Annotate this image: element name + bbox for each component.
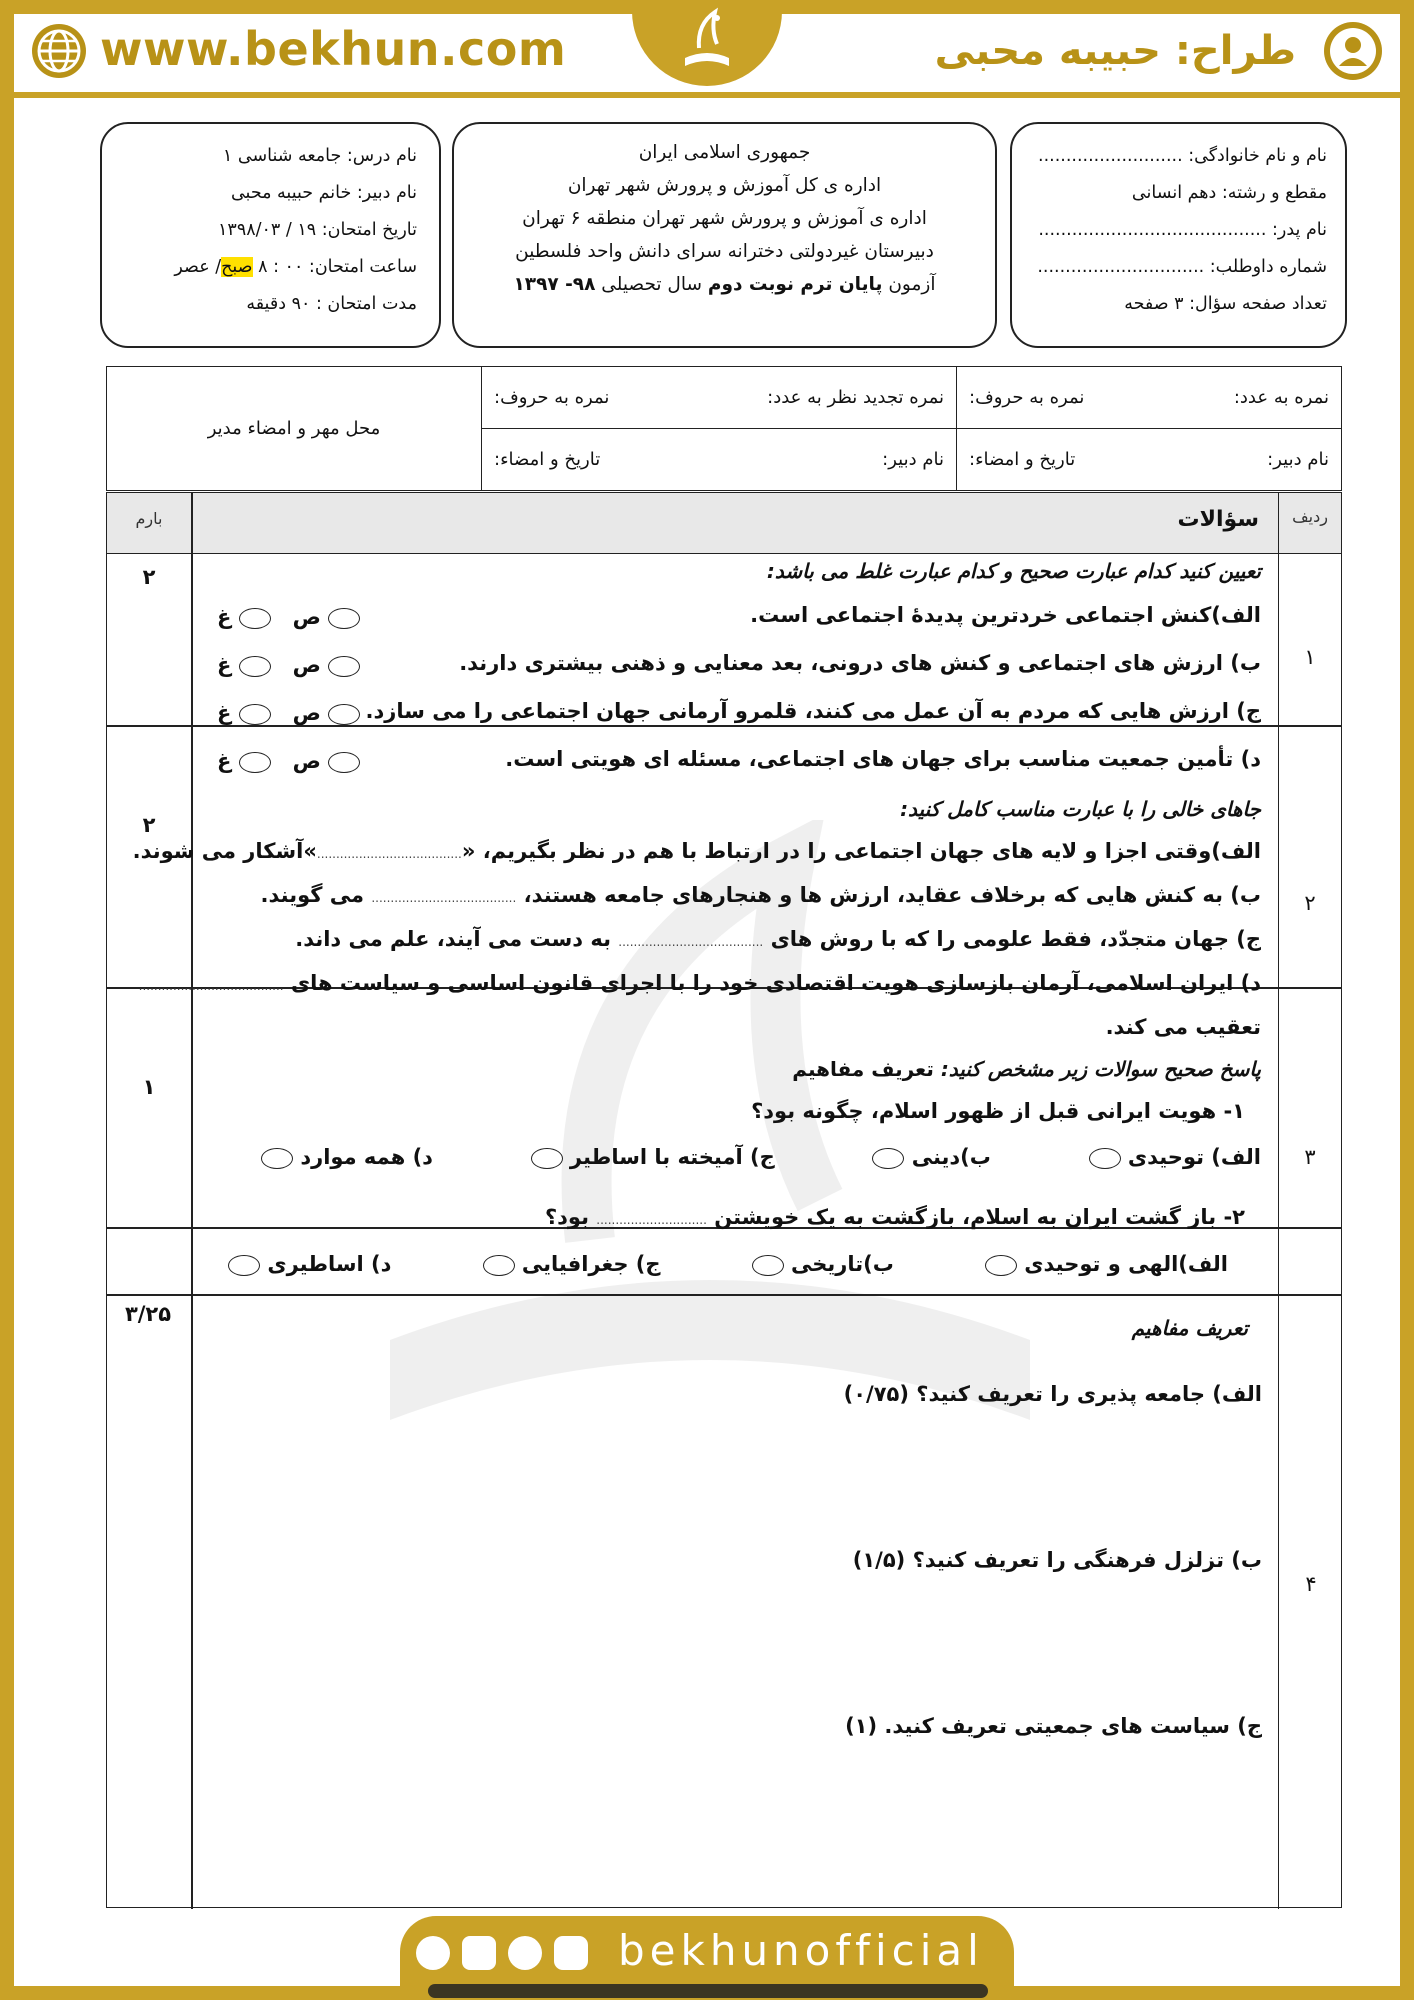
q2-item-a: الف)وقتی اجزا و لایه های جهان اجتماعی را در ارتباط با هم در نظر بگیریم، «......................................»آشکار می شوند. <box>132 839 1261 863</box>
student-info-box <box>1010 122 1347 348</box>
user-icon <box>1322 20 1384 82</box>
q1-true-false-d: ص غ <box>217 749 360 773</box>
aparat-icon[interactable] <box>416 1936 450 1970</box>
q2-item-d-tail: تعقیب می کند. <box>1105 1015 1261 1039</box>
questions-table <box>106 492 1342 1908</box>
q1-true-false-a: ص غ <box>217 605 360 629</box>
teacher-sign-cell[interactable]: نام دبیر: تاریخ و امضاء: <box>957 429 1342 491</box>
blank[interactable]: ...................................... <box>618 935 764 949</box>
student-name-field[interactable]: نام و نام خانوادگی: .......................... <box>1038 146 1327 166</box>
q1-title: تعیین کنید کدام عبارت صحیح و کدام عبارت غلط می باشد: <box>766 559 1261 583</box>
exam-title: آزمون پایان ترم نوبت دوم سال تحصیلی ۹۸- ۱۳۹۷ <box>513 274 936 295</box>
score-cell[interactable]: نمره به عدد: نمره به حروف: <box>957 367 1342 429</box>
q1-true-false-b: ص غ <box>217 653 360 677</box>
table-header <box>107 493 1341 554</box>
district-line: اداره ی آموزش و پرورش شهر تهران منطقه ۶ تهران <box>522 208 927 229</box>
exam-time: ساعت امتحان: ۰۰ : ۸ صبح/ عصر <box>174 257 417 277</box>
question-score: ۳/۲۵ <box>124 1302 172 1326</box>
false-radio[interactable] <box>239 656 271 677</box>
q4-item-c: ج) سیاست های جمعیتی تعریف کنید. (۱) <box>845 1714 1262 1738</box>
q2-item-d: د) ایران اسلامی، آرمان بازسازی هویت اقتصادی خود را با اجرای قانون اساسی و سیاست های ...................................... <box>138 971 1261 995</box>
question-score: ۲ <box>142 813 156 837</box>
question-number: ۲ <box>1304 891 1316 915</box>
grade-field: مقطع و رشته: دهم انسانی <box>1131 183 1327 203</box>
grades-table <box>106 366 1342 491</box>
true-radio[interactable] <box>328 704 360 725</box>
q2-item-c: ج) جهان متجدّد، فقط علومی را که با روش های ...................................... به دست می آیند، علم می داند. <box>295 927 1261 951</box>
row-header: ردیف <box>1292 507 1328 526</box>
blank[interactable]: ...................................... <box>138 979 284 993</box>
q1-item-c: ج) ارزش هایی که مردم به آن عمل می کنند، قلمرو آرمانی جهان اجتماعی را می سازد. <box>365 699 1261 723</box>
option[interactable]: الف) توحیدی <box>1089 1145 1261 1169</box>
country-line: جمهوری اسلامی ایران <box>638 142 811 163</box>
question-number: ۳ <box>1304 1145 1316 1169</box>
option[interactable]: د) همه موارد <box>261 1145 433 1169</box>
site-url[interactable]: www.bekhun.com <box>100 22 567 76</box>
teacher-name: نام دبیر: خانم حبیبه محبی <box>230 183 417 203</box>
option[interactable]: د) اساطیری <box>228 1252 391 1276</box>
q1-item-b: ب) ارزش های اجتماعی و کنش های درونی، بعد معنایی و ذهنی بیشتری دارند. <box>459 651 1261 675</box>
q3-sub2-options <box>228 1252 1228 1276</box>
social-handle[interactable]: bekhunofficial <box>618 1926 984 1975</box>
footer-shadow <box>428 1984 988 1998</box>
true-radio[interactable] <box>328 752 360 773</box>
blank[interactable]: ...................................... <box>316 847 462 861</box>
q1-item-d: د) تأمین جمعیت مناسب برای جهان های اجتماعی، مسئله ای هویتی است. <box>505 747 1261 771</box>
youtube-icon[interactable] <box>462 1936 496 1970</box>
review-teacher-sign-cell[interactable]: نام دبیر: تاریخ و امضاء: <box>482 429 957 491</box>
blank[interactable]: ............................. <box>596 1213 707 1227</box>
q2-title: جاهای خالی را با عبارت مناسب کامل کنید: <box>900 797 1261 821</box>
false-radio[interactable] <box>239 752 271 773</box>
false-radio[interactable] <box>239 704 271 725</box>
instagram-icon[interactable] <box>554 1936 588 1970</box>
question-score: ۲ <box>142 565 156 589</box>
principal-stamp-cell[interactable]: محل مهر و امضاء مدیر <box>107 367 482 491</box>
question-number: ۱ <box>1304 645 1316 669</box>
q3-sub2: ۲- باز گشت ایران به اسلام، بازگشت به یک خویشتن ............................. بود؟ <box>544 1205 1245 1229</box>
globe-icon <box>30 22 88 80</box>
course-info-box <box>100 122 441 348</box>
true-radio[interactable] <box>328 656 360 677</box>
book-logo-icon <box>677 4 737 80</box>
row-divider <box>106 1294 1342 1296</box>
option[interactable]: ب)دینی <box>872 1145 991 1169</box>
candidate-number-field[interactable]: شماره داوطلب: .............................. <box>1037 257 1327 277</box>
option[interactable]: ج) جغرافیایی <box>483 1252 661 1276</box>
option[interactable]: الف)الهی و توحیدی <box>985 1252 1228 1276</box>
designer-name: طراح: حبیبه محبی <box>934 28 1296 74</box>
course-name: نام درس: جامعه شناسی ۱ <box>222 146 417 166</box>
divider <box>1278 493 1280 1909</box>
question-number: ۴ <box>1305 1572 1317 1596</box>
q4-item-a: الف) جامعه پذیری را تعریف کنید؟ (۰/۷۵) <box>843 1382 1262 1406</box>
q4-title: تعریف مفاهیم <box>1131 1316 1248 1340</box>
question-score: ۱ <box>142 1075 156 1099</box>
q4-item-b: ب) تزلزل فرهنگی را تعریف کنید؟ (۱/۵) <box>852 1548 1262 1572</box>
footer-social-bar <box>400 1916 1014 1986</box>
telegram-icon[interactable] <box>508 1936 542 1970</box>
q1-true-false-c: ص غ <box>217 701 360 725</box>
blank[interactable]: ...................................... <box>371 891 517 905</box>
q3-sub1-options <box>261 1145 1261 1169</box>
score-header: بارم <box>135 509 163 528</box>
divider <box>191 493 193 1909</box>
option[interactable]: ب)تاریخی <box>752 1252 894 1276</box>
q2-item-b: ب) به کنش هایی که برخلاف عقاید، ارزش ها و هنجارهای جامعه هستند، ...................................... می گویند. <box>260 883 1261 907</box>
true-radio[interactable] <box>328 608 360 629</box>
q3-sub1: ۱- هویت ایرانی قبل از ظهور اسلام، چگونه بود؟ <box>751 1099 1245 1123</box>
option[interactable]: ج) آمیخته با اساطیر <box>531 1145 775 1169</box>
ministry-line: اداره ی کل آموزش و پرورش شهر تهران <box>567 175 882 196</box>
questions-header: سؤالات <box>1177 507 1259 532</box>
row-divider <box>107 725 1341 727</box>
q3-title: پاسخ صحیح سوالات زیر مشخص کنید: تعریف مفاهیم <box>792 1057 1261 1081</box>
institution-box <box>452 122 997 348</box>
q1-item-a: الف)کنش اجتماعی خردترین پدیدهٔ اجتماعی است. <box>750 603 1261 627</box>
false-radio[interactable] <box>239 608 271 629</box>
school-line: دبیرستان غیردولتی دخترانه سرای دانش واحد فلسطین <box>515 241 934 262</box>
exam-date: تاریخ امتحان: ۱۹ / ۱۳۹۸/۰۳ <box>218 220 417 240</box>
exam-duration: مدت امتحان : ۹۰ دقیقه <box>246 294 417 314</box>
father-name-field[interactable]: نام پدر: ......................................... <box>1038 220 1327 240</box>
review-score-cell[interactable]: نمره تجدید نظر به عدد: نمره به حروف: <box>482 367 957 429</box>
page-count: تعداد صفحه سؤال: ۳ صفحه <box>1124 294 1327 314</box>
